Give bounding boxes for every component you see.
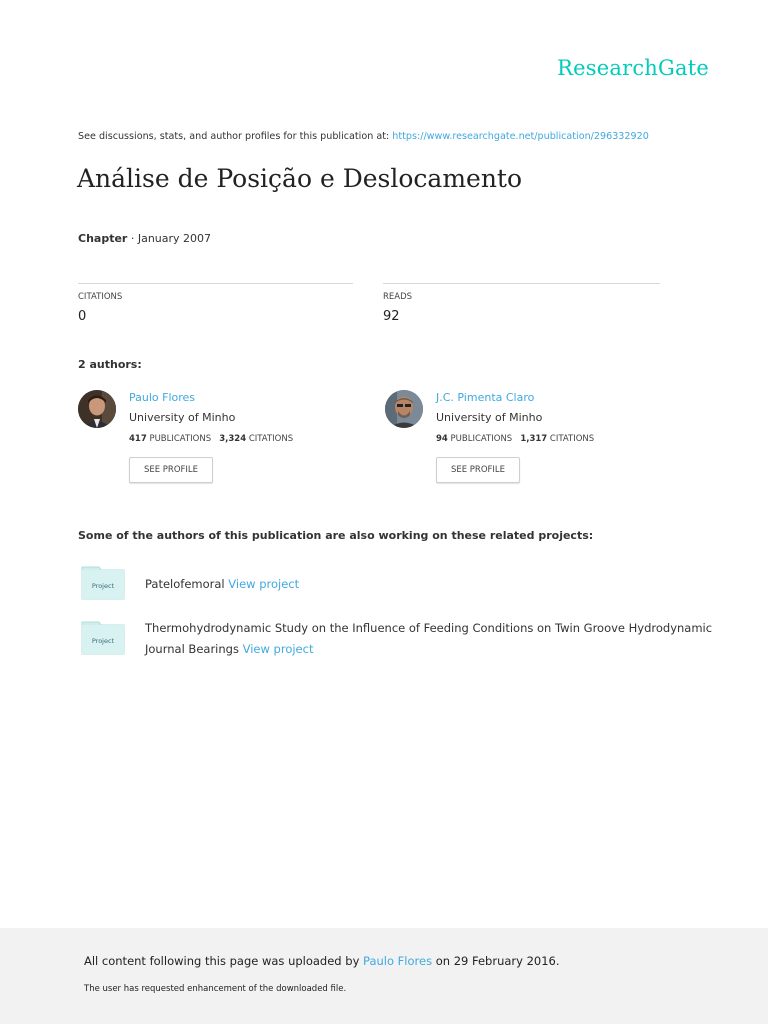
project-folder-label: Project (91, 582, 115, 590)
view-project-link[interactable]: View project (228, 577, 300, 591)
author-institution: University of Minho (129, 411, 236, 424)
project-title: Patelofemoral (145, 577, 225, 591)
upload-suffix: on 29 February 2016. (435, 954, 560, 968)
see-profile-button[interactable]: SEE PROFILE (436, 457, 520, 483)
related-projects-heading: Some of the authors of this publication are also working on these related projects: (78, 529, 594, 542)
authors-heading: 2 authors: (78, 358, 142, 371)
author-publications-count: 417 (129, 434, 147, 444)
upload-note (84, 954, 560, 968)
see-discussions-line (78, 131, 649, 142)
reads-label: READS (383, 292, 413, 302)
author-photo-icon (78, 390, 116, 428)
project-folder-icon (81, 566, 125, 600)
project-folder-icon (81, 621, 125, 655)
reads-value: 92 (383, 309, 400, 324)
avatar[interactable] (385, 390, 423, 428)
avatar[interactable] (78, 390, 116, 428)
citations-label: CITATIONS (78, 292, 123, 302)
author-publications-label: PUBLICATIONS (450, 434, 513, 444)
uploader-link[interactable]: Paulo Flores (363, 954, 433, 968)
publication-title: Análise de Posição e Deslocamento (77, 164, 523, 193)
author-publications-count: 94 (436, 434, 448, 444)
author-publications-label: PUBLICATIONS (149, 434, 212, 444)
project-title: Thermohydrodynamic Study on the Influence of Feeding Conditions on Twin Groove Hydrodynamic (145, 621, 713, 635)
see-discussions-text: See discussions, stats, and author profiles for this publication at: (78, 131, 390, 142)
see-profile-button[interactable]: SEE PROFILE (129, 457, 213, 483)
footer-band (0, 928, 768, 1024)
author-photo-icon (385, 390, 423, 428)
view-project-link[interactable]: View project (242, 642, 314, 656)
author-citations-label: CITATIONS (549, 434, 595, 444)
project-item (145, 574, 705, 595)
researchgate-logo[interactable]: ResearchGate (557, 56, 709, 80)
publication-type: Chapter (78, 232, 128, 245)
author-citations-label: CITATIONS (248, 434, 294, 444)
author-citations-count: 1,317 (520, 434, 548, 444)
project-folder-label: Project (91, 637, 115, 645)
enhancement-note: The user has requested enhancement of the downloaded file. (84, 984, 347, 994)
author-citations-count: 3,324 (219, 434, 247, 444)
upload-prefix: All content following this page was uploaded by (84, 954, 360, 968)
citations-divider (78, 283, 353, 284)
author-name-link[interactable]: J.C. Pimenta Claro (436, 391, 535, 404)
citations-value: 0 (78, 309, 87, 324)
publication-type-line (78, 232, 211, 245)
author-stats (129, 434, 293, 444)
reads-divider (383, 283, 660, 284)
publication-date: · January 2007 (130, 232, 212, 245)
project-item (145, 618, 713, 660)
project-title-continued: Journal Bearings (145, 642, 239, 656)
author-stats (436, 434, 594, 444)
author-name-link[interactable]: Paulo Flores (129, 391, 196, 404)
author-institution: University of Minho (436, 411, 543, 424)
publication-url-link[interactable]: https://www.researchgate.net/publication/296332920 (392, 131, 649, 142)
